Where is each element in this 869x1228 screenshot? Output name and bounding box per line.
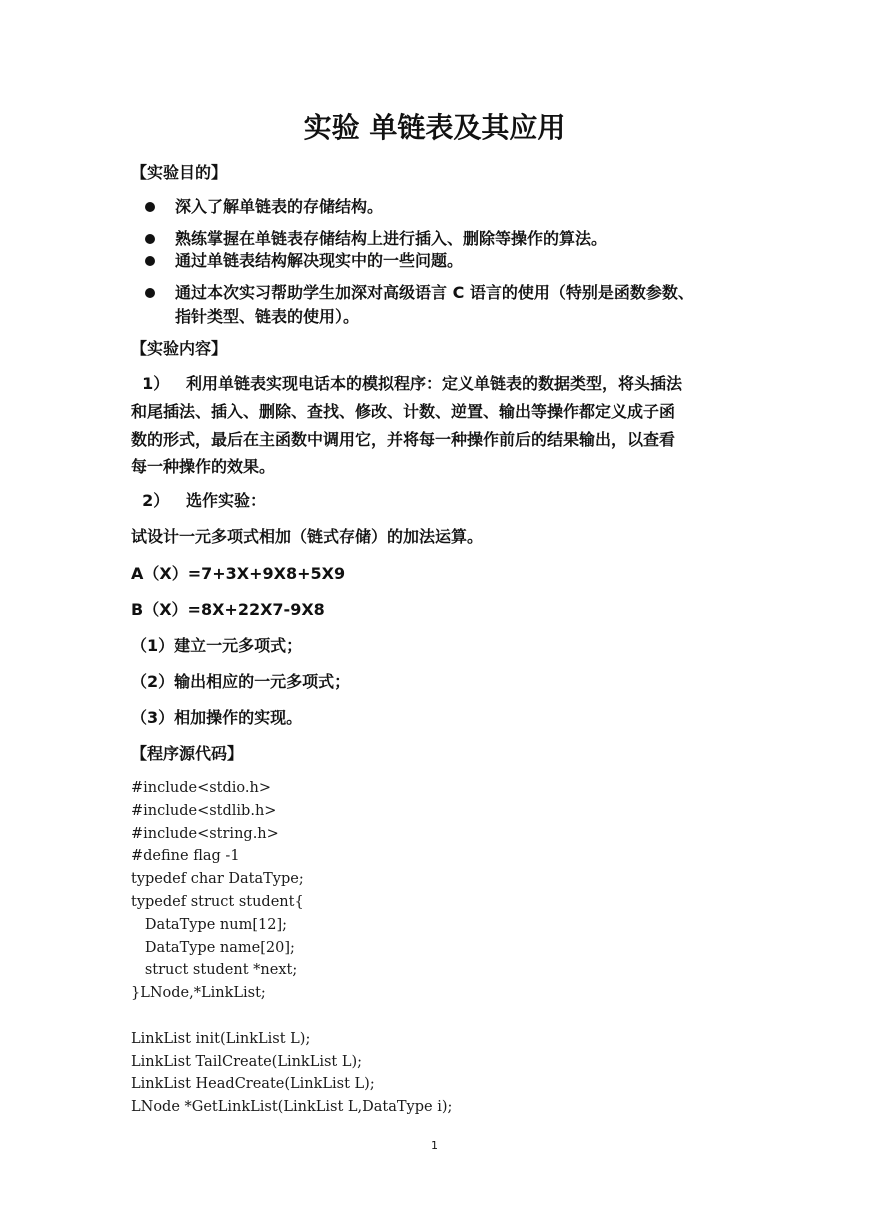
content-heading: 【实验内容】 bbox=[131, 339, 228, 358]
code-line: typedef char DataType; bbox=[131, 871, 304, 888]
code-line: #include<stdio.h> bbox=[131, 780, 271, 796]
purpose-item bbox=[141, 281, 741, 329]
purpose-item-text: 通过单链表结构解决现实中的一些问题。 bbox=[175, 251, 464, 270]
content-line: 2） 选作实验： bbox=[131, 491, 266, 510]
purpose-item bbox=[141, 227, 741, 251]
purpose-item-text: 熟练掌握在单链表存储结构上进行插入、删除等操作的算法。 bbox=[175, 229, 608, 248]
code-line: typedef struct student{ bbox=[131, 893, 304, 910]
code-line: #include<stdlib.h> bbox=[131, 802, 277, 819]
purpose-item-text: 指针类型、链表的使用）。 bbox=[175, 307, 360, 326]
bullet-icon bbox=[145, 234, 155, 244]
content-line: （3）相加操作的实现。 bbox=[131, 708, 303, 727]
code-line: }LNode,*LinkList; bbox=[131, 985, 266, 1002]
bullet-icon bbox=[145, 288, 155, 298]
content-line: （1）建立一元多项式； bbox=[131, 636, 303, 655]
code-line: #include<string.h> bbox=[131, 825, 279, 842]
code-line: LinkList HeadCreate(LinkList L); bbox=[131, 1076, 375, 1093]
page-title: 实验 单链表及其应用 bbox=[303, 111, 566, 144]
bullet-icon bbox=[145, 202, 155, 212]
content-line: 数的形式，最后在主函数中调用它，并将每一种操作前后的结果输出，以查看 bbox=[131, 430, 676, 449]
content-line: 每一种操作的效果。 bbox=[131, 457, 276, 476]
purpose-item-text: 通过本次实习帮助学生加深对高级语言 C 语言的使用（特别是函数参数、 bbox=[175, 283, 694, 302]
code-heading: 【程序源代码】 bbox=[131, 744, 244, 763]
page-number: 1 bbox=[431, 1139, 438, 1152]
code-line: DataType name[20]; bbox=[131, 939, 295, 956]
content-line: （2）输出相应的一元多项式； bbox=[131, 672, 351, 691]
bullet-icon bbox=[145, 256, 155, 266]
source-code-block bbox=[131, 777, 452, 1119]
purpose-item-text: 深入了解单链表的存储结构。 bbox=[175, 197, 384, 216]
purpose-item bbox=[141, 195, 741, 219]
code-line: struct student *next; bbox=[131, 962, 298, 979]
content-line: 1） 利用单链表实现电话本的模拟程序：定义单链表的数据类型，将头插法 bbox=[131, 374, 682, 393]
code-line: LinkList TailCreate(LinkList L); bbox=[131, 1053, 363, 1070]
purpose-item bbox=[141, 249, 741, 273]
content-line: A（X）=7+3X+9X8+5X9 bbox=[131, 564, 346, 583]
code-line: LinkList init(LinkList L); bbox=[131, 1030, 311, 1047]
content-line: 和尾插法、插入、删除、查找、修改、计数、逆置、输出等操作都定义成子函 bbox=[131, 402, 676, 421]
content-line: 试设计一元多项式相加（链式存储）的加法运算。 bbox=[131, 527, 484, 546]
purpose-heading: 【实验目的】 bbox=[131, 163, 228, 182]
code-line: #define flag -1 bbox=[131, 848, 240, 865]
code-line: DataType num[12]; bbox=[131, 916, 287, 933]
content-line: B（X）=8X+22X7-9X8 bbox=[131, 600, 325, 619]
code-line: LNode *GetLinkList(LinkList L,DataType i); bbox=[131, 1099, 453, 1116]
